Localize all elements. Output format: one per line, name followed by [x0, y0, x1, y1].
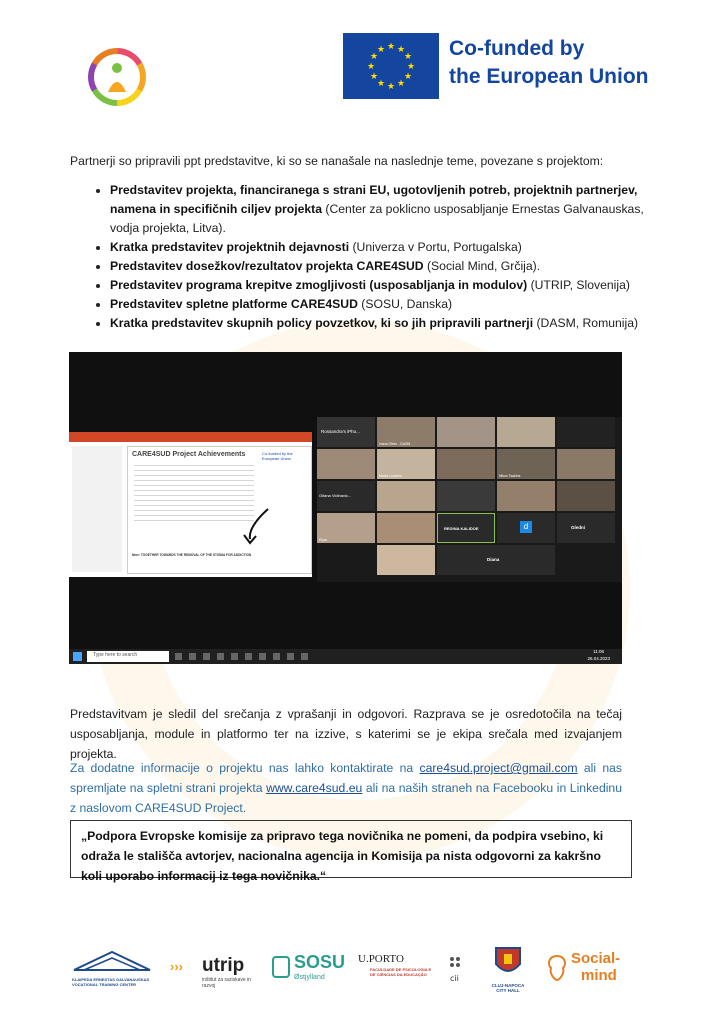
video-tile: Gitana Vidinavic...	[317, 481, 375, 511]
video-tile	[317, 449, 375, 479]
video-tile	[557, 481, 615, 511]
meeting-screenshot	[69, 352, 622, 664]
taskbar-clock-time: 11:06	[593, 649, 604, 654]
taskbar-search-placeholder: Type here to search	[93, 652, 138, 658]
taskbar	[69, 649, 622, 664]
eu-flag-icon	[343, 33, 439, 99]
svg-text:cii: cii	[450, 974, 459, 983]
list-item: • Kratka predstavitev skupnih policy povzetkov, ki so jih pripravili partnerji (DASM, Romunija)	[110, 314, 655, 333]
video-tile: Marta Loureiro	[377, 449, 435, 479]
video-tile	[497, 481, 555, 511]
uporto-logo	[358, 953, 438, 989]
video-tile	[377, 513, 435, 543]
list-item: • Predstavitev spletne platforme CARE4SUD (SOSU, Danska)	[110, 295, 655, 314]
qa-paragraph: Predstavitvam je sledil del srečanja z vprašanji in odgovori. Razprava se je osredotočila na tečaj usposabljanja, module in platformo ter na izzive, s katerimi se je ekipa srečala med izvajanjem projekta.	[70, 707, 622, 761]
video-tile: REGINA KALIDOE	[437, 513, 495, 543]
cluj-line-1: CLUJ-NAPOCA	[491, 983, 525, 988]
intro-text: Partnerji so pripravili ppt predstavitve, ki so se nanašale na naslednje teme, povezane s projektom:	[70, 154, 604, 168]
social-mind-logo	[545, 950, 627, 988]
eu-line-1: Co-funded by	[449, 37, 585, 60]
klaipeda-logo	[72, 950, 162, 992]
eu-cofunded-label	[449, 35, 649, 91]
svg-text:★: ★	[386, 82, 396, 92]
windows-start-icon[interactable]	[73, 652, 82, 661]
slide-eu-label: Co-funded by the European Union	[262, 451, 293, 461]
social-mind-line-2: mind	[581, 967, 617, 984]
svg-text:★: ★	[376, 79, 386, 89]
cluj-napoca-logo	[486, 944, 530, 998]
svg-text:★: ★	[366, 62, 376, 72]
svg-text:★: ★	[403, 72, 413, 82]
video-tile	[377, 481, 435, 511]
video-tile	[437, 449, 495, 479]
video-tile	[497, 417, 555, 447]
sosu-wordmark: SOSU	[294, 952, 346, 972]
uporto-subtitle: FACULDADE DE PSICOLOGIA E DE CIÊNCIAS DA EDUCAÇÃO	[370, 967, 432, 977]
website-link[interactable]: www.care4sud.eu	[266, 781, 363, 795]
svg-text:★: ★	[396, 45, 406, 55]
uporto-wordmark: U.PORTO	[358, 953, 404, 965]
eu-disclaimer-box: „Podpora Evropske komisije za pripravo tega novičnika ne pomeni, da podpira vsebino, ki odraža le stališča avtorjev, nacionalna agencija in Komisija pa nista odgovorni za kakršno koli uporabo informacij iz tega novičnika.“	[70, 820, 632, 878]
video-tile	[557, 417, 615, 447]
care4sud-ring-logo	[82, 42, 152, 112]
video-tile: Elyta	[317, 513, 375, 543]
video-tile	[557, 449, 615, 479]
social-mind-line-1: Social-	[571, 950, 621, 967]
eu-line-2: the European Union	[449, 65, 649, 88]
taskbar-search-box[interactable]	[87, 651, 169, 662]
svg-text:★: ★	[369, 72, 379, 82]
slide-title: CARE4SUD Project Achievements	[132, 451, 246, 458]
video-tile	[377, 545, 435, 575]
slide-thumbnail-panel	[72, 446, 122, 572]
participant-gallery	[317, 417, 622, 582]
email-link[interactable]: care4sud.project@gmail.com	[419, 761, 578, 775]
svg-text:★: ★	[406, 62, 416, 72]
video-tile	[437, 481, 495, 511]
klaipeda-line-1: KLAIPEDA ERNESTAS GALVANAUSKAS	[72, 977, 150, 982]
svg-text:★: ★	[396, 79, 406, 89]
svg-text:★: ★	[376, 45, 386, 55]
slide-content	[127, 446, 312, 574]
video-tile: Nikos Tsakiris	[497, 449, 555, 479]
list-item: • Predstavitev projekta, financiranega s strani EU, ugotovljenih potreb, projektnih partnerjev, namena in specifičnih ciljev projekta (Center za poklicno usposabljanje Ernestas Galvanauskas, vodja projekta, Litva).	[110, 181, 655, 238]
utrip-wordmark: utrip	[202, 955, 245, 976]
video-tile: Ivana Otten - DASM	[377, 417, 435, 447]
slide-footer: Nine: TOGETHER TOWARDS THE REMOVAL OF THE STIGMA FOR ADDICTION	[132, 553, 252, 557]
list-item: • Kratka predstavitev projektnih dejavnosti (Univerza v Portu, Portugalska)	[110, 238, 655, 257]
svg-text:★: ★	[369, 52, 379, 62]
svg-text:★: ★	[386, 42, 396, 52]
video-tile: Rossandra's iPho...	[317, 417, 375, 447]
taskbar-app-icons[interactable]	[175, 653, 315, 660]
video-tile: Diana	[437, 545, 555, 575]
svg-text:★: ★	[403, 52, 413, 62]
utrip-subtitle: inštitut za raziskave in razvoj	[202, 977, 251, 989]
shared-slide-window	[69, 432, 312, 577]
video-tile: d	[497, 513, 555, 543]
list-item: • Predstavitev dosežkov/rezultatov projekta CARE4SUD (Social Mind, Grčija).	[110, 257, 655, 276]
utrip-arrows-icon: ›››	[170, 959, 183, 974]
utrip-logo	[170, 955, 265, 987]
taskbar-clock-date: 26.04.2023	[587, 656, 610, 661]
sosu-subtitle: Østjylland	[294, 974, 325, 981]
list-item: • Predstavitev programa krepitve zmogljivosti (usposabljanja in modulov) (UTRIP, Slovenija)	[110, 276, 655, 295]
video-tile: Gledni	[557, 513, 615, 543]
video-tile	[437, 417, 495, 447]
sosu-heart-icon	[272, 956, 290, 978]
sosu-logo	[272, 952, 347, 990]
cii-logo	[448, 955, 470, 985]
klaipeda-line-2: VOCATIONAL TRAINING CENTER	[72, 982, 137, 987]
cluj-line-2: CITY HALL	[496, 988, 520, 993]
contact-paragraph: Za dodatne informacije o projektu nas lahko kontaktirate na care4sud.project@gmail.com ali nas spremljate na spletni strani projekta www.care4sud.eu ali na naših straneh na Facebooku in Linkedinu z naslovom CARE4SUD Project.	[70, 761, 622, 815]
topics-list	[88, 181, 655, 333]
